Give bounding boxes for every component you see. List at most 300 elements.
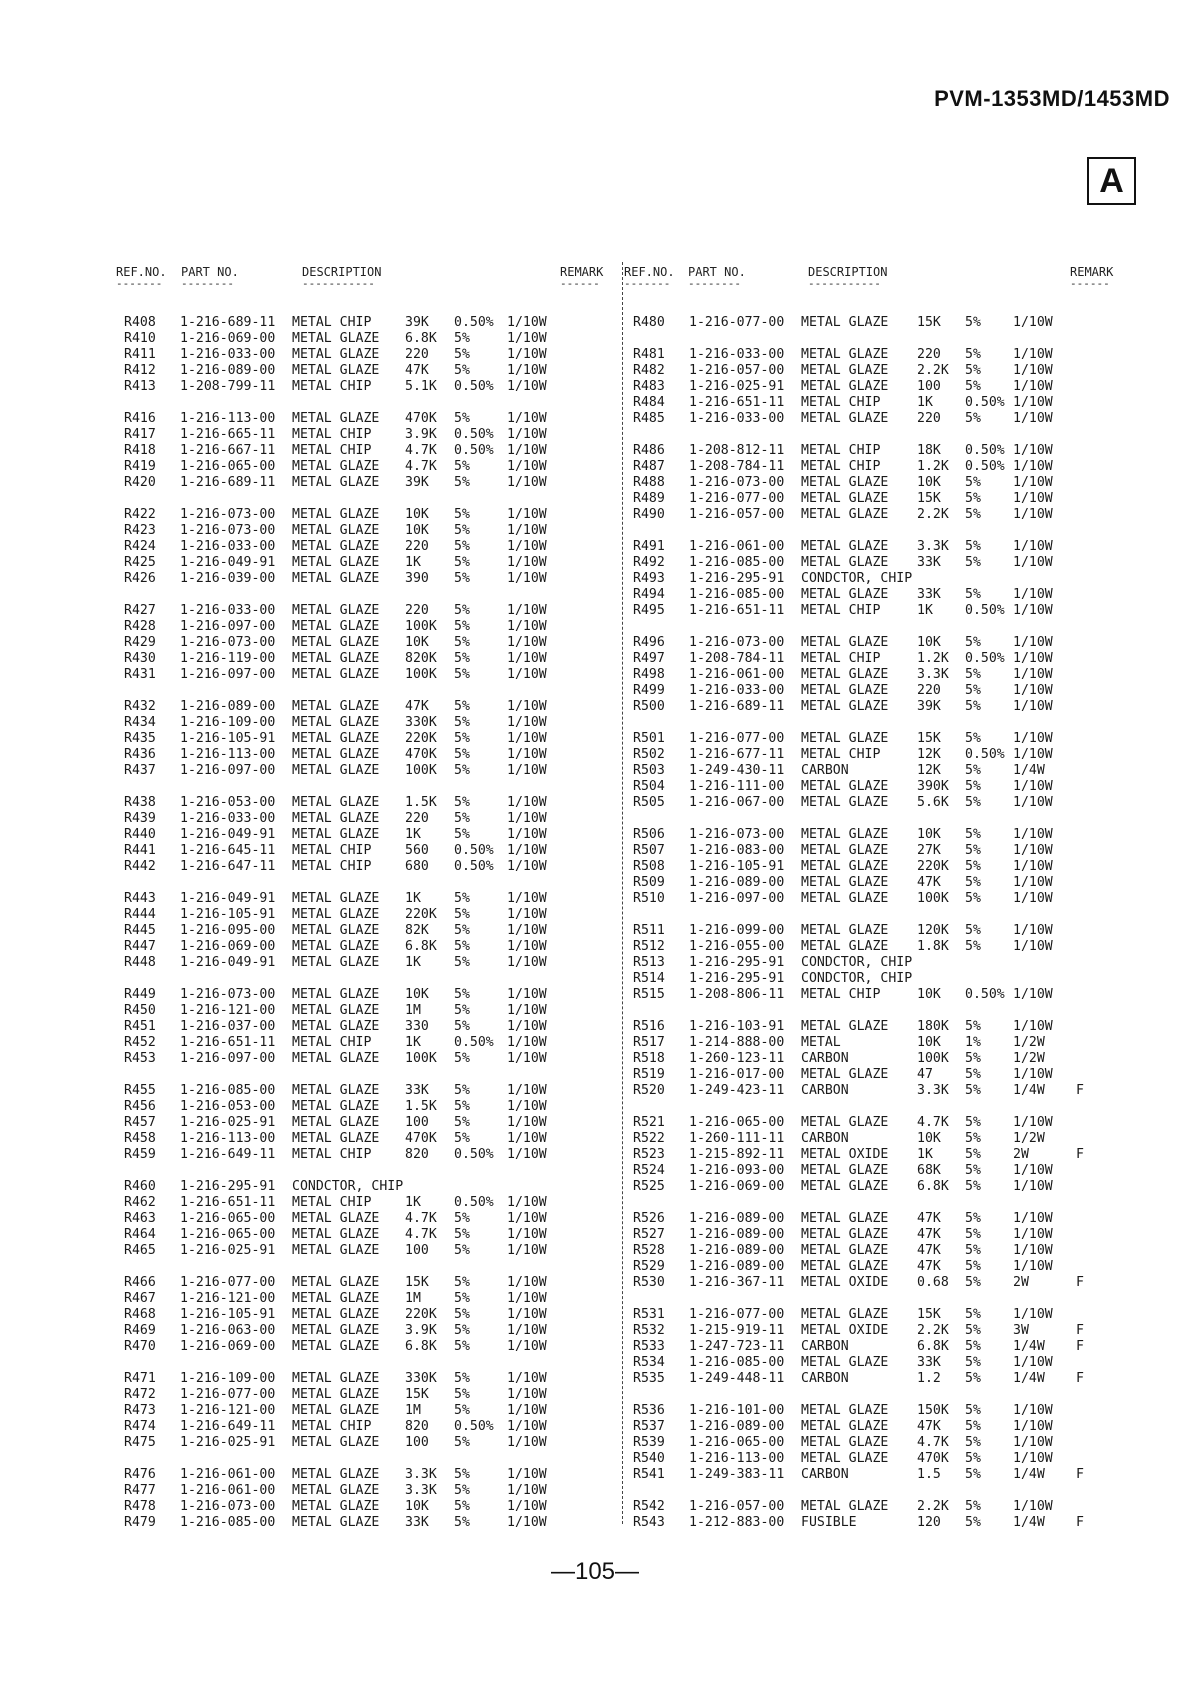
header-part-left	[181, 265, 239, 289]
cell-part: 1-216-049-91	[180, 555, 276, 570]
cell-val: 4.7K	[405, 1227, 437, 1242]
cell-ref: R513	[633, 955, 665, 970]
cell-pwr: 1/10W	[1013, 363, 1053, 378]
cell-part: 1-216-061-00	[689, 667, 785, 682]
cell-part: 1-216-649-11	[180, 1419, 276, 1434]
cell-desc: METAL GLAZE	[292, 1083, 380, 1098]
cell-ref: R504	[633, 779, 665, 794]
cell-ref: R491	[633, 539, 665, 554]
cell-ref: R531	[633, 1307, 665, 1322]
cell-desc: METAL GLAZE	[292, 923, 380, 938]
cell-val: 15K	[917, 1307, 941, 1322]
cell-desc: METAL GLAZE	[801, 859, 889, 874]
cell-part: 1-216-069-00	[180, 939, 276, 954]
cell-part: 1-216-061-00	[180, 1483, 276, 1498]
cell-part: 1-216-085-00	[180, 1083, 276, 1098]
cell-pwr: 1/10W	[1013, 843, 1053, 858]
cell-pwr: 1/10W	[507, 379, 547, 394]
cell-val: 47K	[917, 1419, 941, 1434]
cell-desc: METAL CHIP	[801, 443, 881, 458]
cell-desc: METAL OXIDE	[801, 1275, 889, 1290]
cell-part: 1-216-065-00	[689, 1435, 785, 1450]
cell-tol: 0.50%	[965, 987, 1005, 1002]
cell-desc: METAL GLAZE	[292, 523, 380, 538]
cell-val: 1K	[405, 555, 421, 570]
cell-val: 4.7K	[405, 459, 437, 474]
cell-pwr: 1/2W	[1013, 1035, 1045, 1050]
cell-val: 47K	[917, 875, 941, 890]
cell-part: 1-216-097-00	[689, 891, 785, 906]
cell-part: 1-216-089-00	[180, 363, 276, 378]
cell-ref: R471	[124, 1371, 156, 1386]
cell-pwr: 1/10W	[1013, 891, 1053, 906]
cell-pwr: 1/10W	[507, 331, 547, 346]
cell-desc: METAL GLAZE	[292, 827, 380, 842]
cell-pwr: 1/10W	[507, 1371, 547, 1386]
cell-tol: 5%	[454, 1403, 470, 1418]
cell-pwr: 1/10W	[1013, 603, 1053, 618]
cell-part: 1-216-077-00	[689, 315, 785, 330]
cell-tol: 0.50%	[965, 603, 1005, 618]
header-ref-label: REF.NO.	[624, 265, 675, 279]
cell-pwr: 1/10W	[1013, 795, 1053, 810]
cell-pwr: 1/10W	[507, 603, 547, 618]
cell-pwr: 1/10W	[1013, 539, 1053, 554]
cell-ref: R482	[633, 363, 665, 378]
cell-ref: R427	[124, 603, 156, 618]
cell-pwr: 1/10W	[507, 747, 547, 762]
cell-tol: 5%	[454, 1099, 470, 1114]
cell-val: 47K	[405, 363, 429, 378]
cell-desc: METAL CHIP	[292, 1419, 372, 1434]
cell-val: 6.8K	[917, 1179, 949, 1194]
cell-val: 100	[405, 1115, 429, 1130]
cell-ref: R530	[633, 1275, 665, 1290]
cell-pwr: 1/10W	[507, 891, 547, 906]
cell-desc: METAL GLAZE	[801, 683, 889, 698]
cell-desc: METAL GLAZE	[801, 699, 889, 714]
cell-part: 1-260-123-11	[689, 1051, 785, 1066]
cell-ref: R498	[633, 667, 665, 682]
header-part-label: PART NO.	[181, 265, 239, 279]
cell-pwr: 1/10W	[1013, 587, 1053, 602]
cell-val: 1.5K	[405, 1099, 437, 1114]
cell-ref: R453	[124, 1051, 156, 1066]
cell-pwr: 1/10W	[507, 1003, 547, 1018]
cell-tol: 5%	[454, 1227, 470, 1242]
cell-val: 1.8K	[917, 939, 949, 954]
cell-pwr: 1/10W	[507, 1435, 547, 1450]
cell-part: 1-216-073-00	[180, 1499, 276, 1514]
cell-val: 3.3K	[405, 1483, 437, 1498]
cell-pwr: 1/10W	[507, 811, 547, 826]
cell-pwr: 1/10W	[507, 1035, 547, 1050]
cell-tol: 5%	[965, 1467, 981, 1482]
cell-part: 1-216-077-00	[689, 731, 785, 746]
cell-val: 820K	[405, 651, 437, 666]
cell-tol: 5%	[454, 651, 470, 666]
cell-pwr: 1/10W	[507, 619, 547, 634]
cell-val: 33K	[917, 587, 941, 602]
cell-tol: 5%	[454, 1083, 470, 1098]
cell-pwr: 1/10W	[1013, 875, 1053, 890]
cell-val: 1K	[917, 603, 933, 618]
cell-val: 39K	[917, 699, 941, 714]
cell-ref: R507	[633, 843, 665, 858]
cell-ref: R410	[124, 331, 156, 346]
cell-pwr: 1/10W	[1013, 1307, 1053, 1322]
cell-val: 33K	[405, 1515, 429, 1530]
cell-val: 15K	[405, 1275, 429, 1290]
cell-ref: R429	[124, 635, 156, 650]
header-underline: --------	[181, 277, 234, 290]
cell-val: 390	[405, 571, 429, 586]
cell-pwr: 1/10W	[507, 427, 547, 442]
cell-ref: R417	[124, 427, 156, 442]
cell-desc: METAL GLAZE	[292, 411, 380, 426]
header-underline: -----------	[302, 277, 375, 290]
cell-val: 27K	[917, 843, 941, 858]
cell-tol: 5%	[454, 331, 470, 346]
cell-part: 1-249-423-11	[689, 1083, 785, 1098]
cell-tol: 5%	[965, 667, 981, 682]
cell-tol: 5%	[454, 1435, 470, 1450]
cell-val: 10K	[917, 1131, 941, 1146]
cell-pwr: 1/10W	[507, 907, 547, 922]
cell-part: 1-216-065-00	[689, 1115, 785, 1130]
cell-tol: 5%	[965, 1083, 981, 1098]
cell-tol: 5%	[454, 603, 470, 618]
cell-pwr: 1/10W	[1013, 651, 1053, 666]
cell-part: 1-216-057-00	[689, 363, 785, 378]
cell-tol: 5%	[454, 1483, 470, 1498]
cell-part: 1-216-057-00	[689, 507, 785, 522]
cell-pwr: 1/4W	[1013, 1467, 1045, 1482]
cell-val: 100K	[917, 891, 949, 906]
cell-val: 100K	[405, 667, 437, 682]
cell-desc: CONDCTOR, CHIP	[801, 955, 913, 970]
cell-part: 1-216-017-00	[689, 1067, 785, 1082]
cell-tol: 5%	[965, 1451, 981, 1466]
cell-part: 1-216-033-00	[180, 539, 276, 554]
cell-part: 1-216-049-91	[180, 891, 276, 906]
cell-part: 1-216-109-00	[180, 1371, 276, 1386]
cell-ref: R448	[124, 955, 156, 970]
cell-desc: METAL GLAZE	[801, 843, 889, 858]
cell-ref: R526	[633, 1211, 665, 1226]
cell-val: 47	[917, 1067, 933, 1082]
cell-tol: 5%	[454, 1291, 470, 1306]
cell-val: 1K	[405, 1035, 421, 1050]
cell-ref: R537	[633, 1419, 665, 1434]
cell-desc: METAL GLAZE	[801, 315, 889, 330]
cell-part: 1-208-799-11	[180, 379, 276, 394]
cell-ref: R468	[124, 1307, 156, 1322]
cell-val: 820	[405, 1147, 429, 1162]
cell-desc: METAL GLAZE	[801, 587, 889, 602]
cell-val: 15K	[917, 491, 941, 506]
cell-part: 1-216-093-00	[689, 1163, 785, 1178]
cell-ref: R411	[124, 347, 156, 362]
cell-ref: R439	[124, 811, 156, 826]
cell-ref: R535	[633, 1371, 665, 1386]
cell-pwr: 1/10W	[1013, 939, 1053, 954]
cell-ref: R542	[633, 1499, 665, 1514]
page-number: —105—	[550, 1558, 640, 1585]
cell-val: 47K	[917, 1243, 941, 1258]
cell-pwr: 1/10W	[1013, 1243, 1053, 1258]
cell-pwr: 1/10W	[507, 1291, 547, 1306]
cell-ref: R486	[633, 443, 665, 458]
cell-tol: 5%	[454, 1115, 470, 1130]
cell-val: 1M	[405, 1291, 421, 1306]
cell-tol: 5%	[965, 539, 981, 554]
cell-tol: 5%	[965, 795, 981, 810]
cell-tol: 5%	[454, 827, 470, 842]
cell-part: 1-212-883-00	[689, 1515, 785, 1530]
cell-ref: R447	[124, 939, 156, 954]
cell-part: 1-216-089-00	[689, 1211, 785, 1226]
cell-part: 1-216-073-00	[180, 987, 276, 1002]
cell-tol: 5%	[965, 315, 981, 330]
cell-desc: METAL GLAZE	[292, 811, 380, 826]
cell-ref: R474	[124, 1419, 156, 1434]
cell-desc: METAL GLAZE	[801, 1211, 889, 1226]
cell-part: 1-216-085-00	[689, 1355, 785, 1370]
cell-part: 1-216-097-00	[180, 619, 276, 634]
cell-ref: R441	[124, 843, 156, 858]
cell-part: 1-216-069-00	[180, 331, 276, 346]
cell-val: 2.2K	[917, 507, 949, 522]
cell-tol: 5%	[965, 763, 981, 778]
cell-ref: R508	[633, 859, 665, 874]
cell-pwr: 1/10W	[507, 987, 547, 1002]
cell-tol: 5%	[965, 1227, 981, 1242]
cell-ref: R469	[124, 1323, 156, 1338]
cell-desc: METAL CHIP	[292, 1147, 372, 1162]
cell-ref: R473	[124, 1403, 156, 1418]
cell-ref: R472	[124, 1387, 156, 1402]
cell-part: 1-247-723-11	[689, 1339, 785, 1354]
cell-pwr: 3W	[1013, 1323, 1029, 1338]
cell-tol: 5%	[454, 475, 470, 490]
cell-desc: METAL GLAZE	[801, 1259, 889, 1274]
cell-tol: 5%	[965, 843, 981, 858]
header-desc-right	[808, 265, 887, 289]
header-underline: ------	[560, 277, 600, 290]
cell-tol: 5%	[454, 955, 470, 970]
cell-pwr: 1/10W	[1013, 731, 1053, 746]
cell-ref: R518	[633, 1051, 665, 1066]
cell-ref: R492	[633, 555, 665, 570]
cell-desc: CONDCTOR, CHIP	[801, 971, 913, 986]
cell-desc: METAL GLAZE	[801, 1307, 889, 1322]
cell-part: 1-216-073-00	[180, 523, 276, 538]
cell-part: 1-216-089-00	[689, 1259, 785, 1274]
cell-tol: 5%	[965, 731, 981, 746]
cell-pwr: 1/10W	[507, 571, 547, 586]
cell-ref: R458	[124, 1131, 156, 1146]
cell-val: 10K	[405, 635, 429, 650]
cell-tol: 5%	[454, 891, 470, 906]
cell-rem: F	[1076, 1323, 1084, 1338]
cell-ref: R517	[633, 1035, 665, 1050]
cell-part: 1-216-665-11	[180, 427, 276, 442]
cell-tol: 5%	[454, 571, 470, 586]
cell-tol: 5%	[965, 1179, 981, 1194]
cell-ref: R497	[633, 651, 665, 666]
cell-val: 6.8K	[917, 1339, 949, 1354]
cell-tol: 5%	[965, 1131, 981, 1146]
cell-ref: R496	[633, 635, 665, 650]
cell-ref: R479	[124, 1515, 156, 1530]
cell-part: 1-216-057-00	[689, 1499, 785, 1514]
cell-ref: R524	[633, 1163, 665, 1178]
cell-pwr: 1/4W	[1013, 1371, 1045, 1386]
cell-pwr: 1/10W	[507, 667, 547, 682]
cell-part: 1-216-101-00	[689, 1403, 785, 1418]
cell-ref: R457	[124, 1115, 156, 1130]
cell-ref: R413	[124, 379, 156, 394]
cell-val: 100K	[917, 1051, 949, 1066]
cell-ref: R490	[633, 507, 665, 522]
cell-part: 1-216-689-11	[180, 475, 276, 490]
cell-pwr: 1/10W	[1013, 1259, 1053, 1274]
cell-desc: METAL GLAZE	[292, 1051, 380, 1066]
cell-part: 1-216-065-00	[180, 1227, 276, 1242]
cell-val: 330K	[405, 1371, 437, 1386]
cell-pwr: 1/10W	[507, 955, 547, 970]
cell-desc: METAL GLAZE	[292, 907, 380, 922]
cell-val: 100K	[405, 619, 437, 634]
cell-ref: R494	[633, 587, 665, 602]
cell-val: 12K	[917, 763, 941, 778]
cell-ref: R485	[633, 411, 665, 426]
cell-tol: 5%	[454, 1387, 470, 1402]
cell-desc: CARBON	[801, 763, 849, 778]
cell-part: 1-216-067-00	[689, 795, 785, 810]
cell-tol: 5%	[454, 459, 470, 474]
cell-tol: 0.50%	[454, 859, 494, 874]
cell-ref: R506	[633, 827, 665, 842]
cell-ref: R449	[124, 987, 156, 1002]
cell-tol: 5%	[965, 699, 981, 714]
cell-val: 4.7K	[917, 1115, 949, 1130]
cell-desc: METAL GLAZE	[801, 1179, 889, 1194]
cell-tol: 5%	[965, 827, 981, 842]
cell-val: 47K	[405, 699, 429, 714]
cell-val: 220	[917, 683, 941, 698]
cell-part: 1-216-105-91	[689, 859, 785, 874]
cell-desc: METAL GLAZE	[292, 1131, 380, 1146]
cell-desc: METAL GLAZE	[801, 1019, 889, 1034]
cell-part: 1-216-689-11	[180, 315, 276, 330]
cell-desc: METAL GLAZE	[292, 347, 380, 362]
header-remark-label: REMARK	[560, 265, 604, 279]
cell-val: 47K	[917, 1211, 941, 1226]
cell-pwr: 1/10W	[507, 1147, 547, 1162]
cell-desc: CARBON	[801, 1467, 849, 1482]
cell-part: 1-216-085-00	[180, 1515, 276, 1530]
cell-part: 1-216-089-00	[689, 1419, 785, 1434]
header-underline: -----------	[808, 277, 881, 290]
cell-part: 1-208-784-11	[689, 459, 785, 474]
cell-desc: METAL GLAZE	[292, 1467, 380, 1482]
cell-ref: R483	[633, 379, 665, 394]
cell-part: 1-216-073-00	[689, 827, 785, 842]
cell-desc: METAL GLAZE	[801, 1419, 889, 1434]
cell-pwr: 1/10W	[1013, 395, 1053, 410]
cell-tol: 0.50%	[965, 459, 1005, 474]
header-ref-right	[624, 265, 675, 289]
cell-tol: 5%	[454, 907, 470, 922]
cell-pwr: 1/10W	[1013, 555, 1053, 570]
cell-tol: 5%	[454, 763, 470, 778]
cell-desc: METAL GLAZE	[292, 555, 380, 570]
cell-val: 220	[917, 411, 941, 426]
cell-val: 390K	[917, 779, 949, 794]
cell-tol: 5%	[454, 347, 470, 362]
cell-tol: 0.50%	[965, 443, 1005, 458]
cell-tol: 0.50%	[965, 651, 1005, 666]
cell-ref: R425	[124, 555, 156, 570]
cell-desc: METAL CHIP	[292, 315, 372, 330]
cell-pwr: 1/10W	[507, 731, 547, 746]
cell-val: 1M	[405, 1003, 421, 1018]
cell-val: 3.9K	[405, 1323, 437, 1338]
cell-ref: R459	[124, 1147, 156, 1162]
cell-tol: 5%	[454, 699, 470, 714]
cell-pwr: 1/4W	[1013, 1515, 1045, 1530]
cell-ref: R435	[124, 731, 156, 746]
cell-desc: FUSIBLE	[801, 1515, 857, 1530]
cell-part: 1-216-121-00	[180, 1003, 276, 1018]
cell-val: 10K	[917, 987, 941, 1002]
cell-ref: R436	[124, 747, 156, 762]
cell-tol: 5%	[965, 635, 981, 650]
cell-ref: R533	[633, 1339, 665, 1354]
cell-tol: 5%	[454, 1499, 470, 1514]
cell-desc: METAL GLAZE	[292, 1019, 380, 1034]
cell-desc: CARBON	[801, 1339, 849, 1354]
cell-rem: F	[1076, 1147, 1084, 1162]
cell-part: 1-216-113-00	[180, 411, 276, 426]
cell-desc: METAL GLAZE	[292, 1115, 380, 1130]
cell-pwr: 1/10W	[1013, 635, 1053, 650]
cell-desc: METAL CHIP	[292, 1035, 372, 1050]
cell-pwr: 1/10W	[1013, 491, 1053, 506]
cell-tol: 5%	[454, 523, 470, 538]
cell-pwr: 1/10W	[507, 555, 547, 570]
cell-val: 3.9K	[405, 427, 437, 442]
cell-desc: METAL GLAZE	[801, 1355, 889, 1370]
cell-tol: 0.50%	[454, 1419, 494, 1434]
cell-pwr: 1/10W	[507, 651, 547, 666]
cell-part: 1-216-069-00	[689, 1179, 785, 1194]
cell-desc: METAL GLAZE	[801, 875, 889, 890]
cell-tol: 5%	[454, 411, 470, 426]
cell-desc: METAL GLAZE	[801, 731, 889, 746]
cell-part: 1-216-065-00	[180, 459, 276, 474]
cell-ref: R487	[633, 459, 665, 474]
cell-ref: R424	[124, 539, 156, 554]
cell-tol: 5%	[965, 1275, 981, 1290]
cell-pwr: 1/10W	[1013, 1499, 1053, 1514]
cell-desc: METAL GLAZE	[292, 939, 380, 954]
cell-part: 1-216-025-91	[689, 379, 785, 394]
cell-desc: METAL GLAZE	[801, 1499, 889, 1514]
cell-pwr: 1/10W	[1013, 923, 1053, 938]
